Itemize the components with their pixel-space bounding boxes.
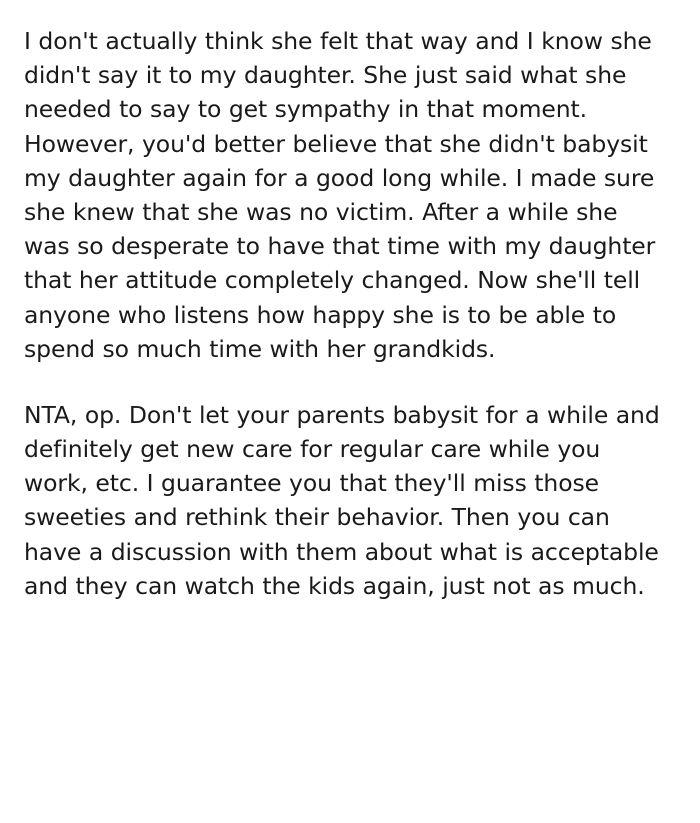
paragraph-2: NTA, op. Don't let your parents babysit for a while and definitely get new care for regular care while you work, etc. I guarantee you that they'll miss those sweeties and rethink their behavior. Then you can have a discussion with them about what is acceptable and they can watch the kids again, just not as much.	[24, 400, 660, 600]
paragraph-1: I don't actually think she felt that way and I know she didn't say it to my daughter. She just said what she needed to say to get sympathy in that moment. However, you'd better believe that she didn't babysit my daughter again for a good long while. I made sure she knew that she was no victim. After a while she was so desperate to have that time with my daughter that her attitude completely changed. Now she'll tell anyone who listens how happy she is to be able to spend so much time with her grandkids.	[24, 27, 656, 363]
